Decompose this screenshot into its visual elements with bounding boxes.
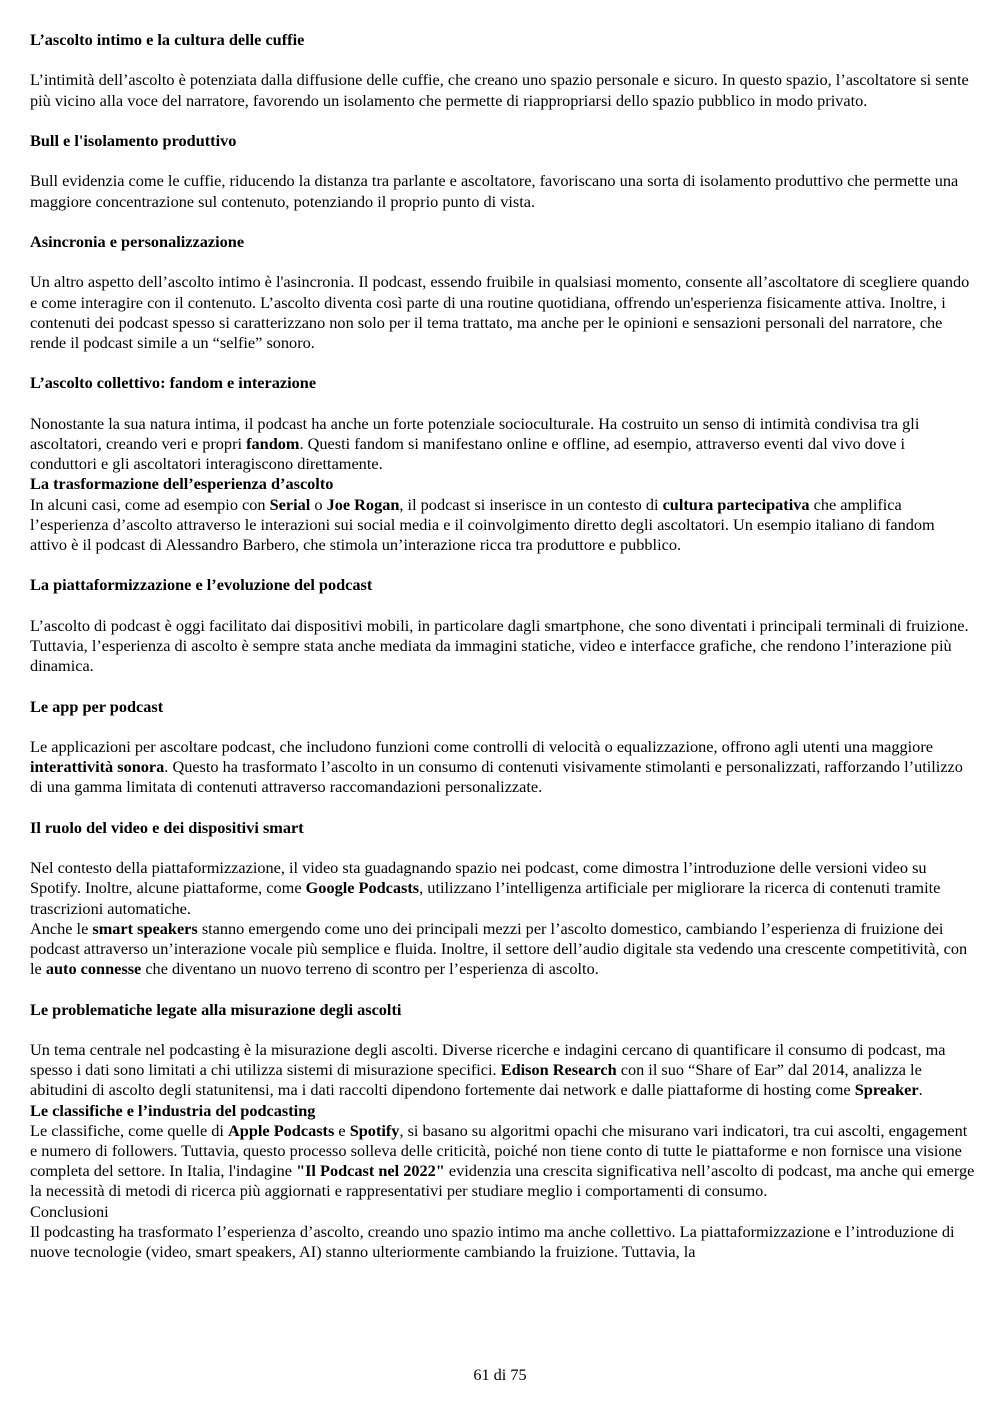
bold-term: Joe Rogan [326,494,400,514]
bold-term: Google Podcasts [305,878,420,898]
text-run: L’ascolto di podcast è oggi facilitato dai dispositivi mobili, in particolare dagli smartphone, che sono diventati i principali terminali di fruizione. Tuttavia, l’esperienza di ascolto è sempre stata anche mediata da immagini statiche, video e interfacce grafiche, che rendono l’interazione più dinamica. [30,615,969,676]
paragraph-spacer [30,979,975,999]
text-run: . Questo ha trasformato l’ascolto in un consumo di contenuti visivamente stimolanti e personalizzati, rafforzando l’utilizzo di una gamma limitata di contenuti attraverso raccomandazioni personalizzate. [30,757,963,797]
paragraph [30,737,975,798]
paragraph-spacer [30,717,975,737]
section-heading: Asincronia e personalizzazione [30,231,245,251]
paragraph [30,171,975,211]
text-run: Il podcasting ha trasformato l’esperienza d’ascolto, creando uno spazio intimo ma anche collettivo. La piattaformizzazione e l’introduzione di nuove tecnologie (video, smart speakers, AI) stanno ulteriormente cambiando la fruizione. Tuttavia, la [30,1221,955,1261]
paragraph [30,495,975,556]
text-run: Nonostante la sua natura intima, il podcast ha anche un forte potenziale socioculturale. Ha costruito un senso di intimità condivisa tra gli ascoltatori, creando veri e propri [30,413,920,453]
paragraph-spacer [30,555,975,575]
paragraph-spacer [30,50,975,70]
paragraph [30,1040,975,1101]
text-run: Un altro aspetto dell’ascolto intimo è l'asincronia. Il podcast, essendo fruibile in qualsiasi momento, consente all’ascoltatore di scegliere quando e come interagire con il contenuto. L’ascolto diventa così parte di una routine quotidiana, offrendo un'esperienza fisicamente attiva. Inoltre, i contenuti dei podcast spesso si caratterizzano non solo per il tema trattato, ma anche per le opinioni e sensazioni personali del narratore, che rende il podcast simile a un “selfie” sonoro. [30,272,970,352]
paragraph [30,70,975,110]
text-run: che diventano un nuovo terreno di scontro per l’esperienza di ascolto. [141,959,599,979]
paragraph-spacer [30,111,975,131]
bold-term: fandom [246,433,300,453]
document-body [30,30,975,1262]
bold-term: Apple Podcasts [228,1120,335,1140]
paragraph [30,616,975,677]
text-run: . Questi fandom si manifestano online e offline, ad esempio, attraverso eventi dal vivo dove i conduttori e gli ascoltatori interagiscono direttamente. [30,433,906,474]
paragraph [30,1121,975,1202]
bold-term: Serial [269,494,311,514]
bold-term: cultura partecipativa [662,494,810,514]
text-run: In alcuni casi, come ad esempio con [30,494,270,514]
bold-term: Spreaker [854,1080,919,1100]
paragraph [30,919,975,980]
text-run: Bull evidenzia come le cuffie, riducendo la distanza tra parlante e ascoltatore, favoriscano una sorta di isolamento produttivo che permette una maggiore concentrazione sul contenuto, potenziando il proprio punto di vista. [30,171,959,211]
text-run: , utilizzano l’intelligenza artificiale per migliorare la ricerca di contenuti tramite trascrizioni automatiche. [30,878,941,918]
section-heading: L’ascolto collettivo: fandom e interazione [30,373,317,393]
paragraph [30,272,975,353]
paragraph [30,414,975,475]
paragraph-spacer [30,1020,975,1040]
text-run: Le classifiche, come quelle di [30,1120,229,1140]
paragraph-spacer [30,394,975,414]
text-run: con il suo “Share of Ear” dal 2014, analizza le abitudini di ascolto degli statunitensi, ma i dati raccolti dipendono fortemente dai network e dalle piattaforme di hosting come [30,1060,922,1100]
text-run: . [918,1080,923,1100]
paragraph-spacer [30,596,975,616]
text-run: , il podcast si inserisce in un contesto di [399,494,663,514]
text-run: , si basano su algoritmi opachi che misurano vari indicatori, tra cui ascolti, engagement e numero di followers. Tuttavia, questo processo solleva delle criticità, poiché non tiene conto di tutte le piattaforme e non fornisce una visione completa del settore. In Italia, l'indagine [30,1120,968,1181]
bold-term: interattività sonora [30,757,165,777]
section-heading: Le classifiche e l’industria del podcasting [30,1100,316,1120]
text-run: stanno emergendo come uno dei principali mezzi per l’ascolto domestico, cambiando l’esperienza di fruizione dei podcast attraverso un’interazione vocale più semplice e fluida. Inoltre, il settore dell’audio digitale sta vedendo una crescente competitività, con le [30,918,968,979]
paragraph-spacer [30,252,975,272]
text-run: Conclusioni [30,1201,109,1221]
bold-term: "Il Podcast nel 2022" [296,1161,445,1181]
paragraph-spacer [30,212,975,232]
text-run: L’intimità dell’ascolto è potenziata dalla diffusione delle cuffie, che creano uno spazio personale e sicuro. In questo spazio, l’ascoltatore si sente più vicino alla voce del narratore, favorendo un isolamento che permette di riappropriarsi dello spazio pubblico in modo privato. [30,70,969,110]
section-heading: Il ruolo del video e dei dispositivi smart [30,817,304,837]
paragraph [30,1222,975,1262]
paragraph-spacer [30,798,975,818]
paragraph-spacer [30,838,975,858]
paragraph [30,1202,975,1222]
text-run: o [310,494,327,514]
page-number: 61 di 75 [473,1365,527,1384]
section-heading: Le app per podcast [30,696,164,716]
paragraph-spacer [30,676,975,696]
bold-term: Spotify [349,1120,400,1140]
paragraph [30,858,975,919]
section-heading: La piattaformizzazione e l’evoluzione del podcast [30,575,373,595]
text-run: evidenzia una crescita significativa nell’ascolto di podcast, ma anche qui emerge la necessità di metodi di ricerca più aggiornati e rappresentativi per studiare meglio i comportamenti di consumo. [30,1161,975,1201]
section-heading: L’ascolto intimo e la cultura delle cuffie [30,30,305,49]
paragraph-spacer [30,151,975,171]
section-heading: Bull e l'isolamento produttivo [30,130,237,150]
bold-term: auto connesse [45,959,142,979]
text-run: Un tema centrale nel podcasting è la misurazione degli ascolti. Diverse ricerche e indagini cercano di quantificare il consumo di podcast, ma spesso i dati sono limitati a chi utilizza sistemi di misurazione specifici. [30,1039,946,1080]
paragraph-spacer [30,353,975,373]
text-run: Nel contesto della piattaformizzazione, il video sta guadagnando spazio nei podcast, come dimostra l’introduzione delle versioni video su Spotify. Inoltre, alcune piattaforme, come [30,858,927,898]
text-run: Anche le [30,918,93,938]
bold-term: smart speakers [92,918,198,938]
bold-term: Edison Research [500,1060,617,1080]
section-heading: La trasformazione dell’esperienza d’ascolto [30,474,334,494]
text-run: che amplifica l’esperienza d’ascolto attraverso le interazioni sui social media e il coinvolgimento diretto degli ascoltatori. Un esempio italiano di fandom attivo è il podcast di Alessandro Barbero, che stimola un’interazione ricca tra produttore e pubblico. [30,494,935,554]
text-run: Le applicazioni per ascoltare podcast, che includono funzioni come controlli di velocità o equalizzazione, offrono agli utenti una maggiore [30,736,933,756]
text-run: e [334,1120,350,1140]
section-heading: Le problematiche legate alla misurazione degli ascolti [30,999,402,1019]
